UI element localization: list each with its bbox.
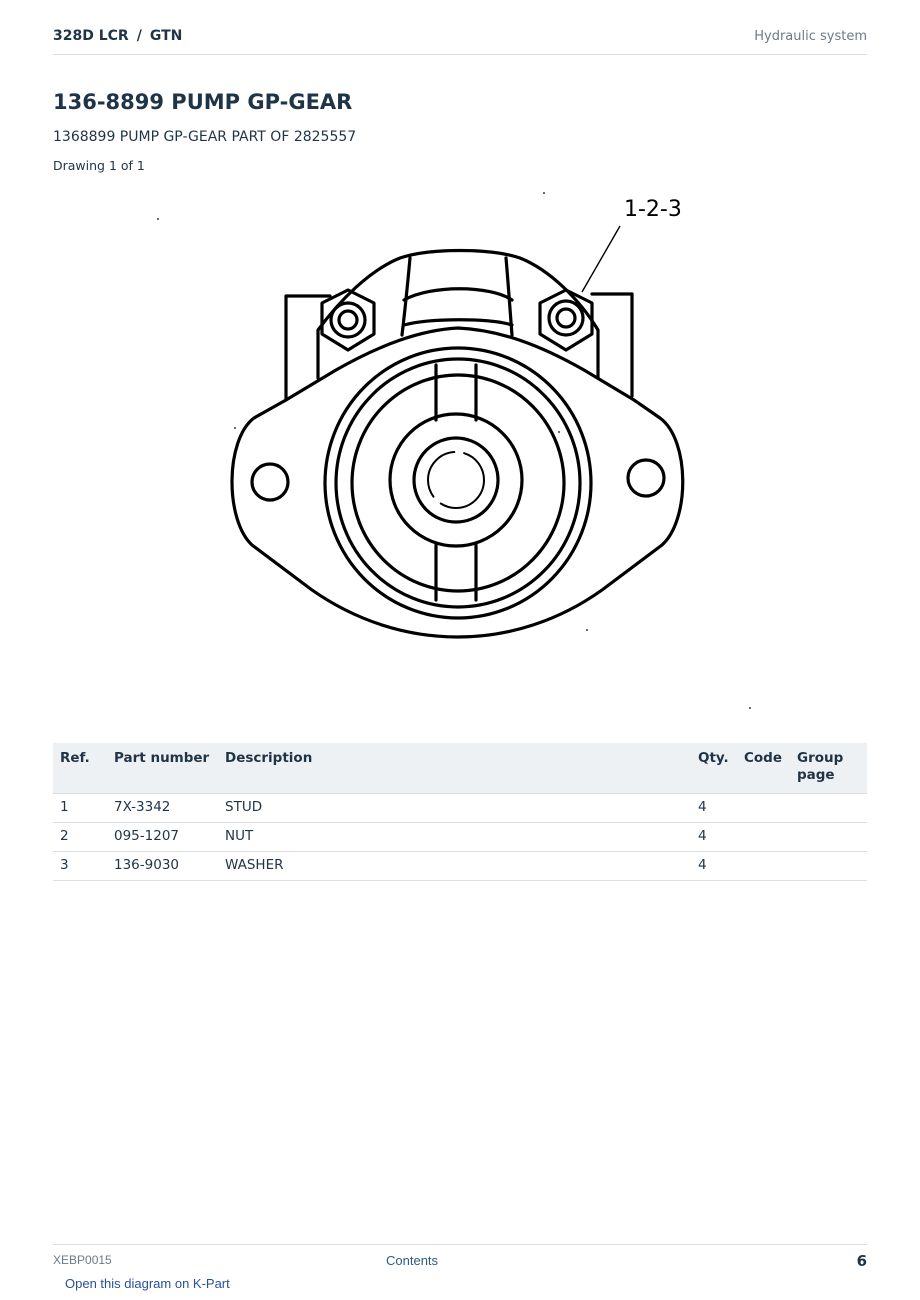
table-row [53,794,867,823]
cell-qty: 4 [691,852,737,881]
col-description: Description [218,743,691,794]
cell-part-number: 136-9030 [107,852,218,881]
breadcrumb [53,28,182,44]
cell-group-page [790,794,867,823]
parts-table [53,743,867,881]
table-row [53,852,867,881]
col-part-number: Part number [107,743,218,794]
cell-ref: 1 [53,794,107,823]
pump-diagram [150,185,770,715]
footer-divider [53,1244,867,1245]
drawing-count: Drawing 1 of 1 [53,158,145,173]
cell-ref: 2 [53,823,107,852]
cell-part-number: 7X-3342 [107,794,218,823]
open-kpart-link[interactable]: Open this diagram on K-Part [65,1276,230,1291]
col-ref: Ref. [53,743,107,794]
left-flange-hole [252,464,288,500]
cell-description: NUT [218,823,691,852]
table-header-row [53,743,867,794]
col-qty: Qty. [691,743,737,794]
cell-code [737,823,790,852]
callout-label: 1-2-3 [624,197,682,222]
cell-description: WASHER [218,852,691,881]
cell-description: STUD [218,794,691,823]
cell-part-number: 095-1207 [107,823,218,852]
body-arch [404,289,512,300]
page-header [53,28,867,55]
breadcrumb-separator: / [136,28,142,44]
callout-leader [582,226,620,292]
cell-code [737,852,790,881]
right-flange-hole [628,460,664,496]
col-code: Code [737,743,790,794]
breadcrumb-model: 328D LCR [53,28,129,44]
table-row [53,823,867,852]
cell-group-page [790,823,867,852]
page-number: 6 [856,1252,867,1270]
cell-qty: 4 [691,823,737,852]
section-name: Hydraulic system [754,29,867,44]
body-arch-2 [404,320,512,325]
contents-link[interactable]: Contents [386,1253,439,1268]
document-code: XEBP0015 [53,1253,112,1267]
cell-ref: 3 [53,852,107,881]
cell-group-page [790,852,867,881]
page-subtitle: 1368899 PUMP GP-GEAR PART OF 2825557 [53,129,357,145]
breadcrumb-serial: GTN [149,28,183,44]
cell-code [737,794,790,823]
page-title: 136-8899 PUMP GP-GEAR [53,90,353,114]
cell-qty: 4 [691,794,737,823]
col-group-page: Group page [790,743,867,794]
